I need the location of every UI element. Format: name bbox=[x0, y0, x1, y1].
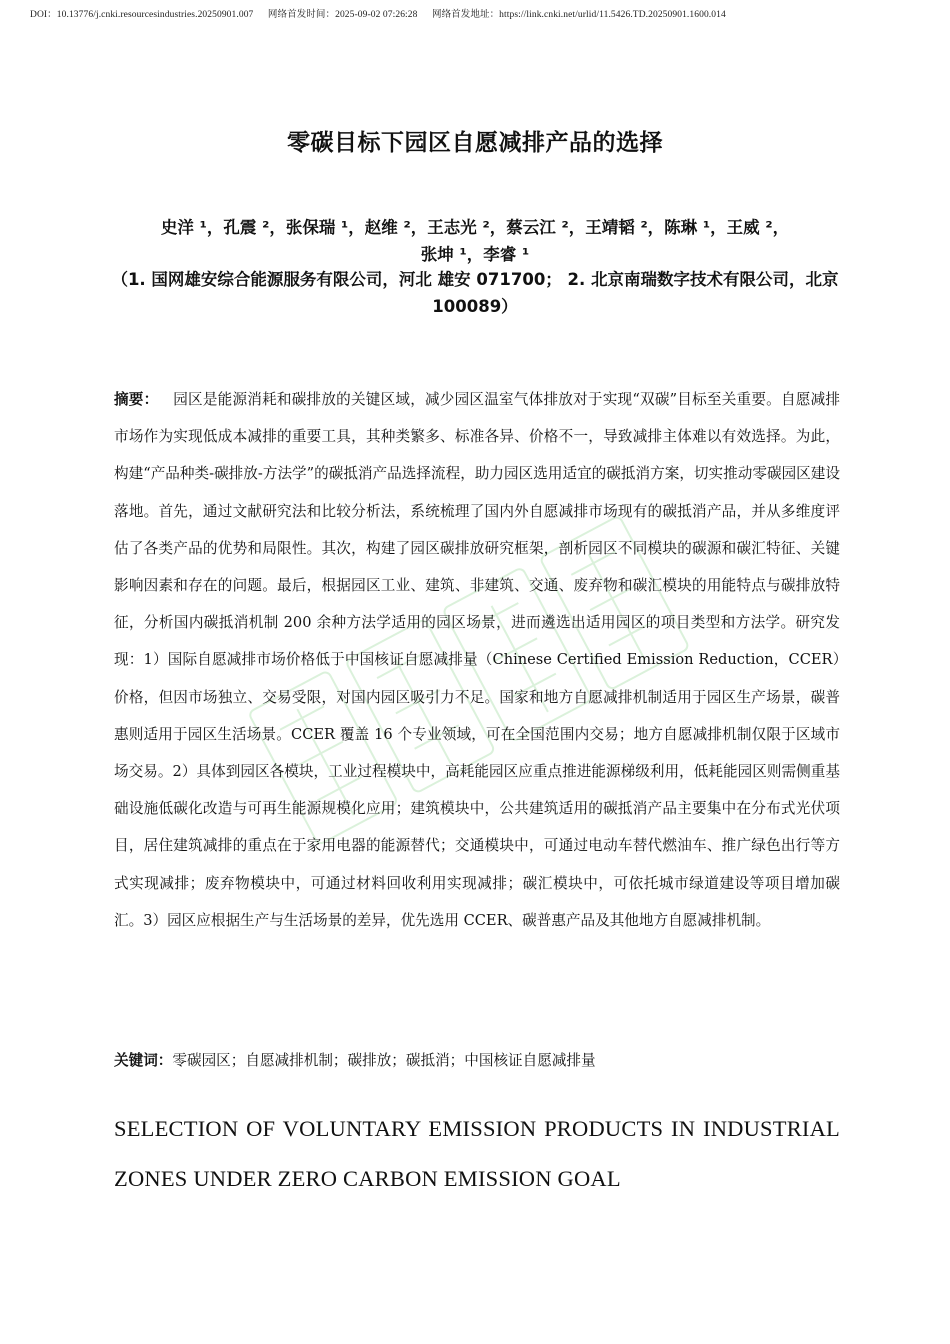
abstract-text: 园区是能源消耗和碳排放的关键区域，减少园区温室气体排放对于实现“双碳”目标至关重要。自愿减排市场作为实现低成本减排的重要工具，其种类繁多、标准各异、价格不一，导致减排主体难以有效选择。为此，构建“产品种类-碳排放-方法学”的碳抵消产品选择流程，助力园区选用适宜的碳抵消方案，切实推动零碳园区建设落地。首先，通过文献研究法和比较分析法，系统梳理了国内外自愿减排市场现有的碳抵消产品，并从多维度评估了各类产品的优势和局限性。其次，构建了园区碳排放研究框架，剖析园区不同模块的碳源和碳汇特征、关键影响因素和存在的问题。最后，根据园区工业、建筑、非建筑、交通、废弃物和碳汇模块的用能特点与碳排放特征，分析国内碳抵消机制 200 余种方法学适用的园区场景，进而遴选出适用园区的项目类型和方法学。研究发现：1）国际自愿减排市场价格低于中国核证自愿减排量（Chinese Certified Emission Reduction，CCER）价格，但因市场独立、交易受限，对国内园区吸引力不足。国家和地方自愿减排机制适用于园区生产场景，碳普惠则适用于园区生活场景。CCER 覆盖 16 个专业领域，可在全国范围内交易；地方自愿减排机制仅限于区域市场交易。2）具体到园区各模块，工业过程模块中，高耗能园区应重点推进能源梯级利用，低耗能园区则需侧重基础设施低碳化改造与可再生能源规模化应用；建筑模块中，公共建筑适用的碳抵消产品主要集中在分布式光伏项目，居住建筑减排的重点在于家用电器的能源替代；交通模块中，可通过电动车替代燃油车、推广绿色出行等方式实现减排；废弃物模块中，可通过材料回收利用实现减排；碳汇模块中，可依托城市绿道建设等项目增加碳汇。3）园区应根据生产与生活场景的差异，优先选用 CCER、碳普惠产品及其他地方自愿减排机制。 bbox=[114, 391, 840, 929]
cnki-header bbox=[30, 6, 930, 20]
published-url[interactable]: 网络首发地址：https://link.cnki.net/urlid/11.5426.TD.20250901.1600.014 bbox=[431, 10, 726, 20]
english-title: SELECTION OF VOLUNTARY EMISSION PRODUCTS IN INDUSTRIAL ZONES UNDER ZERO CARBON EMISSION GOAL bbox=[114, 1116, 840, 1191]
abstract bbox=[114, 381, 840, 939]
keywords bbox=[114, 1046, 840, 1076]
authors-line-1: 史洋 ¹，孔震 ²，张保瑞 ¹，赵维 ²，王志光 ²，蔡云江 ²，王靖韬 ²，陈琳 ¹，王威 ²， bbox=[160, 218, 790, 237]
doi-text: DOI：10.13776/j.cnki.resourcesindustries.20250901.007 bbox=[30, 10, 254, 20]
abstract-label: 摘要： bbox=[114, 391, 159, 408]
keywords-label: 关键词： bbox=[114, 1052, 173, 1069]
authors-line-2: 张坤 ¹，李睿 ¹ bbox=[420, 245, 530, 264]
author-list bbox=[110, 214, 840, 268]
keywords-text: 零碳园区；自愿减排机制；碳排放；碳抵消；中国核证自愿减排量 bbox=[172, 1052, 596, 1069]
affiliations: （1. 国网雄安综合能源服务有限公司，河北 雄安 071700； 2. 北京南瑞数字技术有限公司，北京 100089） bbox=[111, 270, 839, 316]
paper-title: 零碳目标下园区自愿减排产品的选择 bbox=[287, 130, 663, 156]
published-time: 网络首发时间：2025-09-02 07:26:28 bbox=[267, 10, 418, 20]
